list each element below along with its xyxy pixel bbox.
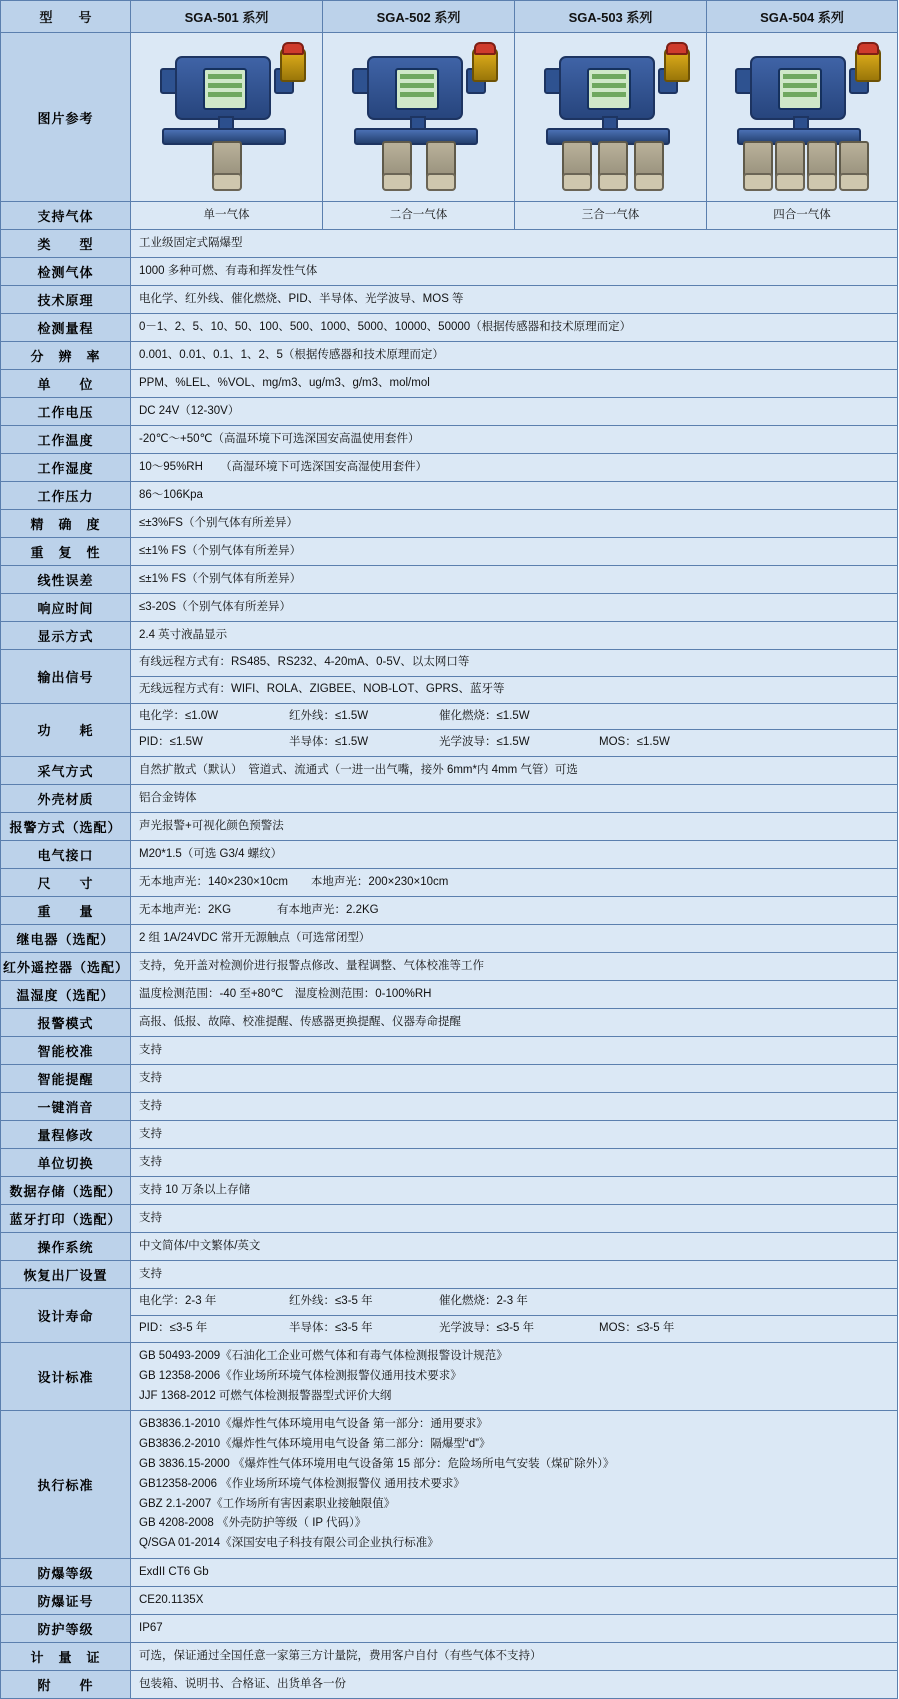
row-label: 工作电压 [1, 398, 131, 426]
row-label: 电气接口 [1, 841, 131, 869]
gas-detector-2-probe-icon [334, 42, 504, 192]
row-value: 10～95%RH （高湿环境下可选深国安高湿使用套件） [131, 454, 898, 482]
row-label: 计 量 证 [1, 1643, 131, 1671]
row-label: 操作系统 [1, 1233, 131, 1261]
output-signal-wireless: 无线远程方式有：WIFI、ROLA、ZIGBEE、NOB-LOT、GPRS、蓝牙等 [131, 676, 898, 703]
row-label: 温湿度（选配） [1, 981, 131, 1009]
table-row [1, 1149, 898, 1177]
table-row [1, 757, 898, 785]
row-value: 高报、低报、故障、校准提醒、传感器更换提醒、仪器寿命提醒 [131, 1009, 898, 1037]
table-row [1, 594, 898, 622]
table-row-output-signal [1, 650, 898, 677]
row-value: CE20.1135X [131, 1587, 898, 1615]
list-item: Q/SGA 01-2014《深国安电子科技有限公司企业执行标准》 [139, 1537, 439, 1550]
row-label-model: 型 号 [1, 1, 131, 33]
row-value: 可选，保证通过全国任意一家第三方计量院，费用客户自付（有些气体不支持） [131, 1643, 898, 1671]
row-label-lifespan: 设计寿命 [1, 1289, 131, 1343]
table-row-lifespan [1, 1289, 898, 1316]
row-value: ≤±1% FS（个别气体有所差异） [131, 566, 898, 594]
lifespan-pid: PID：≤3-5 年 [139, 1322, 208, 1335]
table-row [1, 953, 898, 981]
table-row [1, 1671, 898, 1699]
table-row [1, 1233, 898, 1261]
power-electrochem: 电化学：≤1.0W [139, 709, 219, 722]
row-label: 蓝牙打印（选配） [1, 1205, 131, 1233]
row-value: 0－1、2、5、10、50、100、500、1000、5000、10000、50000（根据传感器和技术原理而定） [131, 314, 898, 342]
row-label: 防爆等级 [1, 1559, 131, 1587]
output-signal-wired: 有线远程方式有：RS485、RS232、4-20mA、0-5V、以太网口等 [131, 650, 898, 677]
model-502: SGA-502 系列 [323, 1, 515, 33]
lifespan-mos: MOS：≤3-5 年 [599, 1322, 675, 1335]
row-label: 智能校准 [1, 1037, 131, 1065]
table-row-lifespan-2 [1, 1316, 898, 1343]
table-row-power [1, 703, 898, 730]
row-value: 支持 [131, 1261, 898, 1289]
row-value: 工业级固定式隔爆型 [131, 230, 898, 258]
row-label-gas-support: 支持气体 [1, 202, 131, 230]
table-row [1, 897, 898, 925]
row-label: 附 件 [1, 1671, 131, 1699]
table-row [1, 925, 898, 953]
table-row [1, 370, 898, 398]
table-row [1, 869, 898, 897]
row-label: 一键消音 [1, 1093, 131, 1121]
power-row-2 [131, 730, 898, 757]
row-value: ≤±1% FS（个别气体有所差异） [131, 538, 898, 566]
image-cell-504 [707, 33, 898, 202]
table-row [1, 286, 898, 314]
gas-detector-1-probe-icon [142, 42, 312, 192]
row-value: 支持 [131, 1065, 898, 1093]
list-item: JJF 1368-2012 可燃气体检测报警器型式评价大纲 [139, 1389, 392, 1402]
table-row [1, 1065, 898, 1093]
row-label: 单 位 [1, 370, 131, 398]
image-cell-502 [323, 33, 515, 202]
row-label: 红外遥控器（选配） [1, 953, 131, 981]
table-row-gas-support [1, 202, 898, 230]
power-catalytic: 催化燃烧：≤1.5W [439, 709, 530, 722]
row-value: 2 组 1A/24VDC 常开无源触点（可选常闭型） [131, 925, 898, 953]
row-value: 电化学、红外线、催化燃烧、PID、半导体、光学波导、MOS 等 [131, 286, 898, 314]
row-value: 支持 [131, 1037, 898, 1065]
row-label-output-signal: 输出信号 [1, 650, 131, 704]
list-item: GB 3836.15-2000 《爆炸性气体环境用电气设备第 15 部分：危险场所电气安装（煤矿除外）》 [139, 1457, 615, 1470]
gas-support-503: 三合一气体 [515, 202, 707, 230]
table-row [1, 981, 898, 1009]
table-row [1, 1559, 898, 1587]
table-row [1, 314, 898, 342]
row-value: 86～106Kpa [131, 482, 898, 510]
table-row [1, 813, 898, 841]
row-value: 支持 [131, 1205, 898, 1233]
row-value: ≤±3%FS（个别气体有所差异） [131, 510, 898, 538]
row-value: 无本地声光：2KG 有本地声光：2.2KG [131, 897, 898, 925]
power-infrared: 红外线：≤1.5W [289, 709, 369, 722]
row-value: 温度检测范围：-40 至+80℃ 湿度检测范围：0-100%RH [131, 981, 898, 1009]
row-label: 尺 寸 [1, 869, 131, 897]
row-label: 精 确 度 [1, 510, 131, 538]
table-row [1, 258, 898, 286]
table-row [1, 1121, 898, 1149]
row-label: 防爆证号 [1, 1587, 131, 1615]
row-label-design-standard: 设计标准 [1, 1342, 131, 1410]
table-row [1, 230, 898, 258]
row-label: 工作湿度 [1, 454, 131, 482]
table-row [1, 398, 898, 426]
row-value: 声光报警+可视化颜色预警法 [131, 813, 898, 841]
table-row [1, 454, 898, 482]
table-row [1, 1587, 898, 1615]
table-row-output-signal-2 [1, 676, 898, 703]
table-row [1, 1261, 898, 1289]
power-pid: PID：≤1.5W [139, 736, 203, 749]
row-value: 支持 [131, 1149, 898, 1177]
row-label-exec-standard: 执行标准 [1, 1411, 131, 1559]
row-label: 量程修改 [1, 1121, 131, 1149]
lifespan-optical: 光学波导：≤3-5 年 [439, 1322, 535, 1335]
row-value: 1000 多种可燃、有毒和挥发性气体 [131, 258, 898, 286]
gas-support-502: 二合一气体 [323, 202, 515, 230]
row-label: 显示方式 [1, 622, 131, 650]
exec-standard-list [131, 1411, 898, 1559]
row-value: 支持 [131, 1093, 898, 1121]
list-item: GB3836.2-2010《爆炸性气体环境用电气设备 第二部分：隔爆型“d”》 [139, 1438, 491, 1451]
model-504: SGA-504 系列 [707, 1, 898, 33]
row-value: 0.001、0.01、0.1、1、2、5（根据传感器和技术原理而定） [131, 342, 898, 370]
row-label: 采气方式 [1, 757, 131, 785]
table-row [1, 1615, 898, 1643]
row-value: IP67 [131, 1615, 898, 1643]
row-value: 中文简体/中文繁体/英文 [131, 1233, 898, 1261]
list-item: GB 12358-2006《作业场所环境气体检测报警仪通用技术要求》 [139, 1369, 462, 1382]
row-value: DC 24V（12-30V） [131, 398, 898, 426]
list-item: GB3836.1-2010《爆炸性气体环境用电气设备 第一部分：通用要求》 [139, 1418, 488, 1431]
row-label: 报警方式（选配） [1, 813, 131, 841]
power-optical: 光学波导：≤1.5W [439, 736, 530, 749]
row-value: 自然扩散式（默认） 管道式、流通式（一进一出气嘴，接外 6mm*内 4mm 气管）可选 [131, 757, 898, 785]
row-label: 工作温度 [1, 426, 131, 454]
table-row [1, 538, 898, 566]
image-cell-503 [515, 33, 707, 202]
power-semiconductor: 半导体：≤1.5W [289, 736, 369, 749]
row-value: PPM、%LEL、%VOL、mg/m3、ug/m3、g/m3、mol/mol [131, 370, 898, 398]
list-item: GBZ 2.1-2007《工作场所有害因素职业接触限值》 [139, 1497, 396, 1510]
row-label: 单位切换 [1, 1149, 131, 1177]
table-row-exec-standard [1, 1411, 898, 1559]
row-value: 铝合金铸体 [131, 785, 898, 813]
row-value: 2.4 英寸液晶显示 [131, 622, 898, 650]
row-label: 数据存储（选配） [1, 1177, 131, 1205]
row-label-power: 功 耗 [1, 703, 131, 757]
lifespan-semiconductor: 半导体：≤3-5 年 [289, 1322, 373, 1335]
table-row [1, 622, 898, 650]
row-value: 无本地声光：140×230×10cm 本地声光：200×230×10cm [131, 869, 898, 897]
row-value: 支持 10 万条以上存储 [131, 1177, 898, 1205]
table-row [1, 510, 898, 538]
table-row [1, 841, 898, 869]
table-row [1, 342, 898, 370]
row-label: 检测量程 [1, 314, 131, 342]
table-row [1, 785, 898, 813]
table-row-power-2 [1, 730, 898, 757]
table-row [1, 426, 898, 454]
list-item: GB12358-2006 《作业场所环境气体检测报警仪 通用技术要求》 [139, 1477, 465, 1490]
image-cell-501 [131, 33, 323, 202]
table-row [1, 1093, 898, 1121]
table-row [1, 566, 898, 594]
lifespan-infrared: 红外线：≤3-5 年 [289, 1295, 373, 1308]
table-row-design-standard [1, 1342, 898, 1410]
model-501: SGA-501 系列 [131, 1, 323, 33]
row-value: 支持，免开盖对检测价进行报警点修改、量程调整、气体校准等工作 [131, 953, 898, 981]
table-row [1, 1643, 898, 1671]
power-mos: MOS：≤1.5W [599, 736, 670, 749]
row-label: 工作压力 [1, 482, 131, 510]
row-label: 技术原理 [1, 286, 131, 314]
table-row [1, 1205, 898, 1233]
lifespan-catalytic: 催化燃烧：2-3 年 [439, 1295, 528, 1308]
row-label: 线性误差 [1, 566, 131, 594]
table-row [1, 1009, 898, 1037]
row-label: 重 复 性 [1, 538, 131, 566]
row-value: 包装箱、说明书、合格证、出货单各一份 [131, 1671, 898, 1699]
lifespan-electrochem: 电化学：2-3 年 [139, 1295, 217, 1308]
row-label: 报警模式 [1, 1009, 131, 1037]
row-value: ≤3-20S（个别气体有所差异） [131, 594, 898, 622]
lifespan-row-1 [131, 1289, 898, 1316]
row-label: 分 辨 率 [1, 342, 131, 370]
design-standard-list [131, 1342, 898, 1410]
row-value: ExdII CT6 Gb [131, 1559, 898, 1587]
table-row [1, 482, 898, 510]
row-label: 智能提醒 [1, 1065, 131, 1093]
gas-detector-3-probe-icon [526, 42, 696, 192]
row-label: 响应时间 [1, 594, 131, 622]
row-value: 支持 [131, 1121, 898, 1149]
table-row-model [1, 1, 898, 33]
row-label: 继电器（选配） [1, 925, 131, 953]
gas-support-504: 四合一气体 [707, 202, 898, 230]
row-label: 防护等级 [1, 1615, 131, 1643]
row-value: -20℃～+50℃（高温环境下可选深国安高温使用套件） [131, 426, 898, 454]
table-row [1, 1037, 898, 1065]
row-label: 检测气体 [1, 258, 131, 286]
power-row-1 [131, 703, 898, 730]
gas-support-501: 单一气体 [131, 202, 323, 230]
row-label: 重 量 [1, 897, 131, 925]
gas-detector-4-probe-icon [717, 42, 887, 192]
row-label: 外壳材质 [1, 785, 131, 813]
list-item: GB 4208-2008 《外壳防护等级（ IP 代码）》 [139, 1517, 367, 1530]
table-row [1, 1177, 898, 1205]
lifespan-row-2 [131, 1316, 898, 1343]
row-label-image: 图片参考 [1, 33, 131, 202]
row-value: M20*1.5（可选 G3/4 螺纹） [131, 841, 898, 869]
table-row-images [1, 33, 898, 202]
row-label: 类 型 [1, 230, 131, 258]
row-label: 恢复出厂设置 [1, 1261, 131, 1289]
model-503: SGA-503 系列 [515, 1, 707, 33]
list-item: GB 50493-2009《石油化工企业可燃气体和有毒气体检测报警设计规范》 [139, 1349, 508, 1362]
